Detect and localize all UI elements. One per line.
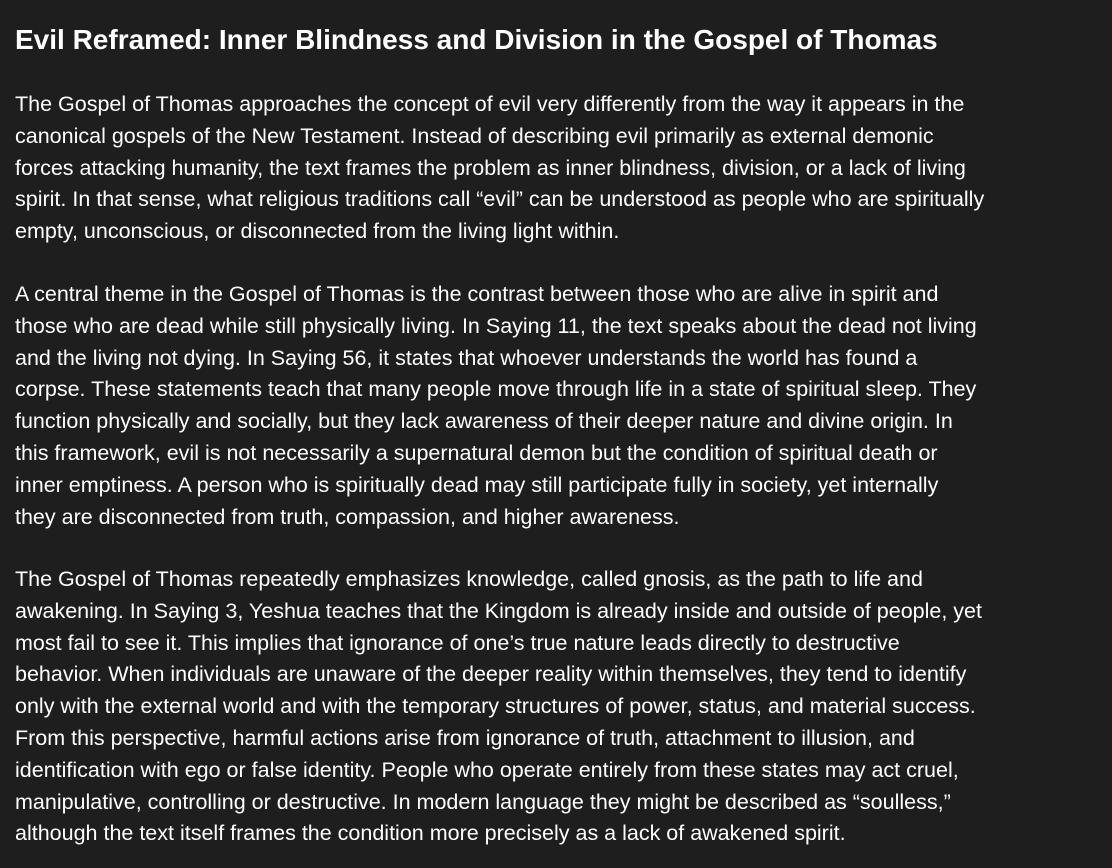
text-line: empty, unconscious, or disconnected from the living light within. (15, 219, 620, 244)
document-title: Evil Reframed: Inner Blindness and Division in the Gospel of Thomas (15, 24, 938, 55)
text-line: The Gospel of Thomas repeatedly emphasizes knowledge, called gnosis, as the path to life and (15, 567, 923, 591)
text-line: although the text itself frames the condition more precisely as a lack of awakened spirit. (15, 821, 846, 846)
paragraph-1 (15, 89, 1105, 248)
text-line: corpse. These statements teach that many people move through life in a state of spiritual sleep. They (15, 377, 977, 402)
text-line: The Gospel of Thomas approaches the concept of evil very differently from the way it appears in the (15, 92, 965, 116)
paragraph-3 (15, 564, 1105, 850)
text-line: this framework, evil is not necessarily a supernatural demon but the condition of spiritual death or (15, 440, 938, 465)
text-line: canonical gospels of the New Testament. Instead of describing evil primarily as external demonic (15, 123, 934, 148)
text-line: behavior. When individuals are unaware of the deeper reality within themselves, they tend to identify (15, 662, 967, 687)
text-line: they are disconnected from truth, compassion, and higher awareness. (15, 504, 680, 529)
text-line: most fail to see it. This implies that ignorance of one’s true nature leads directly to destructive (15, 630, 900, 655)
text-line: manipulative, controlling or destructive. In modern language they might be described as “soulless,” (15, 789, 951, 814)
text-line: and the living not dying. In Saying 56, it states that whoever understands the world has found a (15, 345, 918, 370)
text-line: spirit. In that sense, what religious traditions call “evil” can be understood as people who are spiritually (15, 187, 985, 212)
text-line: inner emptiness. A person who is spiritually dead may still participate fully in society, yet internally (15, 472, 939, 497)
paragraph-2 (15, 279, 1105, 533)
text-line: awakening. In Saying 3, Yeshua teaches that the Kingdom is already inside and outside of people, yet (15, 598, 982, 623)
text-line: only with the external world and with the temporary structures of power, status, and material success. (15, 694, 976, 719)
text-line: A central theme in the Gospel of Thomas is the contrast between those who are alive in spirit and (15, 282, 939, 306)
text-line: identification with ego or false identity. People who operate entirely from these states may act cruel, (15, 757, 959, 782)
text-line: those who are dead while still physically living. In Saying 11, the text speaks about the dead not living (15, 313, 977, 338)
text-line: forces attacking humanity, the text frames the problem as inner blindness, division, or a lack of living (15, 155, 966, 180)
text-line: From this perspective, harmful actions arise from ignorance of truth, attachment to illusion, and (15, 725, 915, 750)
text-line: function physically and socially, but they lack awareness of their deeper nature and divine origin. In (15, 409, 953, 434)
